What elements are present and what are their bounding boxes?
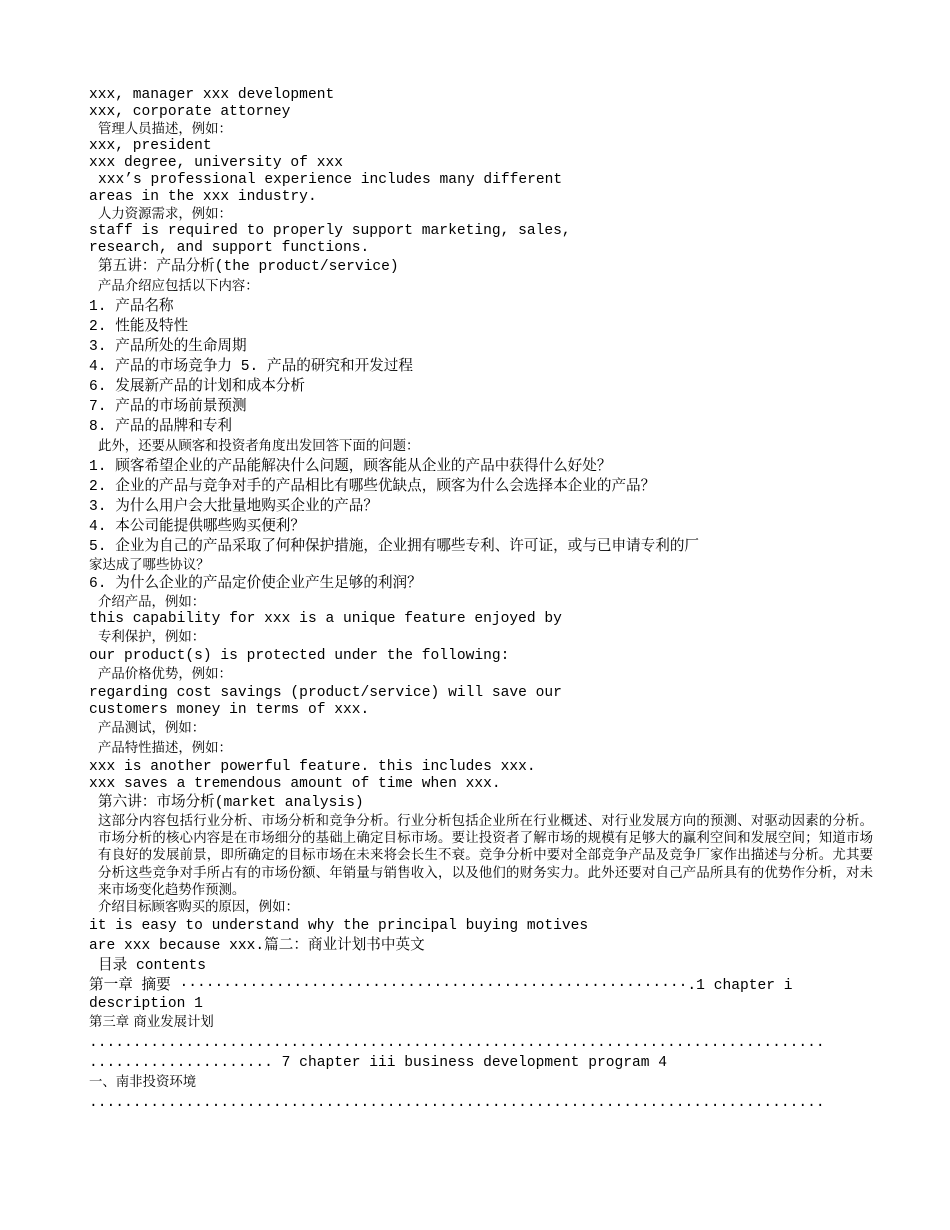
text-line: 1. 顾客希望企业的产品能解决什么问题，顾客能从企业的产品中获得什么好处？ <box>89 459 612 475</box>
market-analysis-paragraph: 这部分内容包括行业分析、市场分析和竞争分析。行业分析包括企业所在行业概述、对行业发展方向的预测、对驱动因素的分析。市场分析的核心内容是在市场细分的基础上确定目标市场。要让投资者了解市场的规模有足够大的赢利空间和发展空间；知道市场有良好的发展前景，即所确定的目标市场在未来将会长生不衰。竞争分析中要对全部竞争产品及竞争厂家作出描述与分析。尤其要分析这些竞争对手所占有的市场份额、年销量与销售收入，以及他们的财务实力。此外还要对自己产品所具有的优势作分析，对未来市场变化趋势作预测。 <box>98 814 873 898</box>
text-line: customers money in terms of xxx. <box>89 702 370 718</box>
text-line: xxx degree, university of xxx <box>89 155 343 171</box>
text-line: research, and support functions. <box>89 240 370 256</box>
text-line: 目录 contents <box>98 958 207 975</box>
text-line: 2. 性能及特性 <box>89 319 189 335</box>
text-line: 4. 产品的市场竞争力 5. 产品的研究和开发过程 <box>89 359 413 375</box>
text-line: xxx saves a tremendous amount of time when xxx. <box>89 776 501 792</box>
text-line: 产品介绍应包括以下内容： <box>98 279 259 294</box>
text-line: 1. 产品名称 <box>89 299 174 315</box>
text-line: areas in the xxx industry. <box>89 189 317 205</box>
text-line: .................................................................................... <box>89 1095 825 1112</box>
text-line: 5. 企业为自己的产品采取了何种保护措施，企业拥有哪些专利、许可证，或与已申请专利的厂 <box>89 539 700 555</box>
text-line: xxx, president <box>89 138 212 154</box>
text-line: xxx’s professional experience includes many different <box>98 172 563 188</box>
text-line: our product(s) is protected under the following: <box>89 648 510 664</box>
text-line: 3. 为什么用户会大批量地购买企业的产品？ <box>89 499 378 515</box>
text-line: 产品特性描述，例如： <box>98 741 232 756</box>
text-line: 专利保护，例如： <box>98 630 206 645</box>
text-line: 产品价格优势，例如： <box>98 667 232 682</box>
text-line: 人力资源需求，例如： <box>98 207 232 222</box>
text-block-top <box>89 87 869 813</box>
text-block-tail <box>89 899 869 1113</box>
text-line: 6. 发展新产品的计划和成本分析 <box>89 379 305 395</box>
text-line: 介绍产品，例如： <box>98 595 206 610</box>
text-line: 管理人员描述，例如： <box>98 122 232 137</box>
text-line: it is easy to understand why the principal buying motives <box>89 918 589 935</box>
text-line: 家达成了哪些协议？ <box>89 558 210 573</box>
text-line: 第一章 摘要 ··························································.1 chapter i <box>89 978 793 995</box>
text-line: staff is required to properly support marketing, sales, <box>89 223 571 239</box>
text-line: 第五讲：产品分析(the product/service) <box>98 259 399 275</box>
document-page <box>89 87 873 1113</box>
text-line: 4. 本公司能提供哪些购买便利？ <box>89 519 305 535</box>
text-line: xxx, corporate attorney <box>89 104 291 120</box>
text-line: 3. 产品所处的生命周期 <box>89 339 247 355</box>
text-line: this capability for xxx is a unique feature enjoyed by <box>89 611 562 627</box>
text-line: regarding cost savings (product/service) will save our <box>89 685 562 701</box>
text-line: 产品测试，例如： <box>98 721 206 736</box>
text-line: description 1 <box>89 996 203 1013</box>
text-line: 2. 企业的产品与竞争对手的产品相比有哪些优缺点，顾客为什么会选择本企业的产品？ <box>89 479 656 495</box>
text-line: 第三章 商业发展计划 <box>89 1015 214 1031</box>
text-line: 此外，还要从顾客和投资者角度出发回答下面的问题： <box>98 439 420 454</box>
text-line: 第六讲：市场分析(market analysis) <box>98 795 364 811</box>
text-line: xxx is another powerful feature. this includes xxx. <box>89 759 536 775</box>
text-line: ..................... 7 chapter iii business development program 4 <box>89 1055 668 1072</box>
text-line: .................................................................................... <box>89 1035 825 1052</box>
text-line: 7. 产品的市场前景预测 <box>89 399 247 415</box>
text-line: 6. 为什么企业的产品定价使企业产生足够的利润？ <box>89 576 422 592</box>
text-line: are xxx because xxx.篇二：商业计划书中英文 <box>89 938 425 955</box>
text-line: 8. 产品的品牌和专利 <box>89 419 233 435</box>
text-line: xxx, manager xxx development <box>89 87 335 103</box>
text-line: 一、南非投资环境 <box>89 1075 197 1091</box>
text-line: 介绍目标顾客购买的原因，例如： <box>98 900 299 916</box>
